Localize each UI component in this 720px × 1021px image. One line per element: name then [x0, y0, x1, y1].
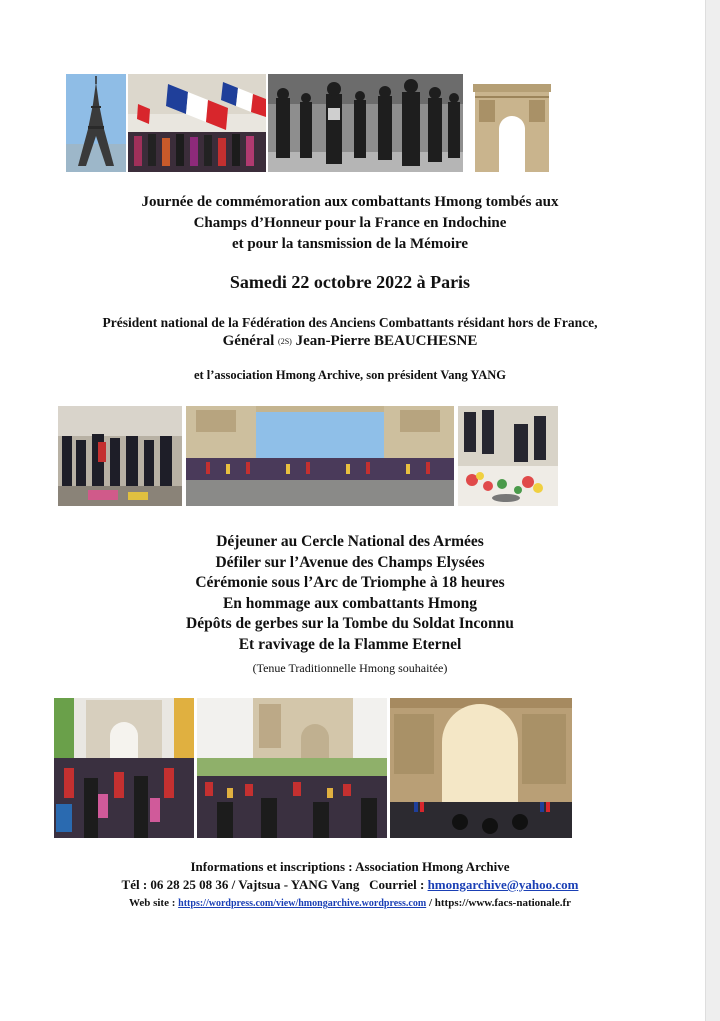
- page-edge: [705, 0, 720, 1021]
- facs-link[interactable]: https://www.facs-nationale.fr: [434, 897, 572, 909]
- arc-de-triomphe-photo: [465, 74, 559, 172]
- phone-text: Tél : 06 28 25 08 36 / Vajtsua - YANG Vang: [121, 877, 360, 892]
- arc-assembly-photo: [197, 698, 387, 838]
- arc-crowd-photo: [186, 406, 454, 506]
- general-line: [40, 332, 660, 351]
- title-line-1: Journée de commémoration aux combattants Hmong tombés aux: [141, 194, 559, 210]
- website-line: [40, 894, 660, 913]
- wreath-laying-photo: [458, 406, 558, 506]
- soldiers-archive-photo: [268, 74, 463, 172]
- email-link[interactable]: hmongarchive@yahoo.com: [427, 877, 579, 892]
- wordpress-link[interactable]: https://wordpress.com/view/hmongarchive.wordpress.com: [178, 898, 427, 909]
- program-item: Cérémonie sous l’Arc de Triomphe à 18 heures: [195, 574, 505, 592]
- parade-arc-photo: [54, 698, 194, 838]
- email-label: Courriel :: [369, 877, 425, 892]
- eiffel-tower-photo: [66, 74, 126, 172]
- general-name: Jean-Pierre BEAUCHESNE: [295, 333, 478, 349]
- ceremony-crowd-photo: [58, 406, 182, 506]
- dress-code-note: (Tenue Traditionnelle Hmong souhaitée): [252, 661, 448, 675]
- general-prefix: Général: [222, 333, 275, 349]
- tel-line: [40, 876, 660, 894]
- arc-evening-photo: [390, 698, 572, 838]
- program-list: [40, 532, 660, 656]
- web-separator: /: [428, 897, 433, 909]
- association-line: et l’association Hmong Archive, son président Vang YANG: [193, 368, 507, 382]
- program-item: En hommage aux combattants Hmong: [222, 594, 478, 612]
- program-item: Dépôts de gerbes sur la Tombe du Soldat Inconnu: [186, 615, 514, 633]
- program-item: Et ravivage de la Flamme Eternel: [238, 635, 462, 653]
- contact-footer: [40, 858, 660, 913]
- program-item: Déjeuner au Cercle National des Armées: [216, 533, 484, 550]
- title-line-2: Champs d’Honneur pour la France en Indochine: [193, 215, 507, 231]
- flag-procession-photo: [128, 74, 266, 172]
- program-item: Défiler sur l’Avenue des Champs Elysées: [215, 553, 485, 571]
- event-date: Samedi 22 octobre 2022 à Paris: [229, 272, 471, 292]
- general-mark: (2S): [278, 337, 292, 347]
- president-line: Président national de la Fédération des Anciens Combattants résidant hors de France,: [102, 315, 598, 330]
- info-line: Informations et inscriptions : Association Hmong Archive: [190, 859, 510, 874]
- website-label: Web site :: [128, 897, 176, 909]
- title-line-3: et pour la tansmission de la Mémoire: [231, 236, 469, 252]
- event-title: [40, 192, 660, 255]
- president-block: [40, 313, 660, 351]
